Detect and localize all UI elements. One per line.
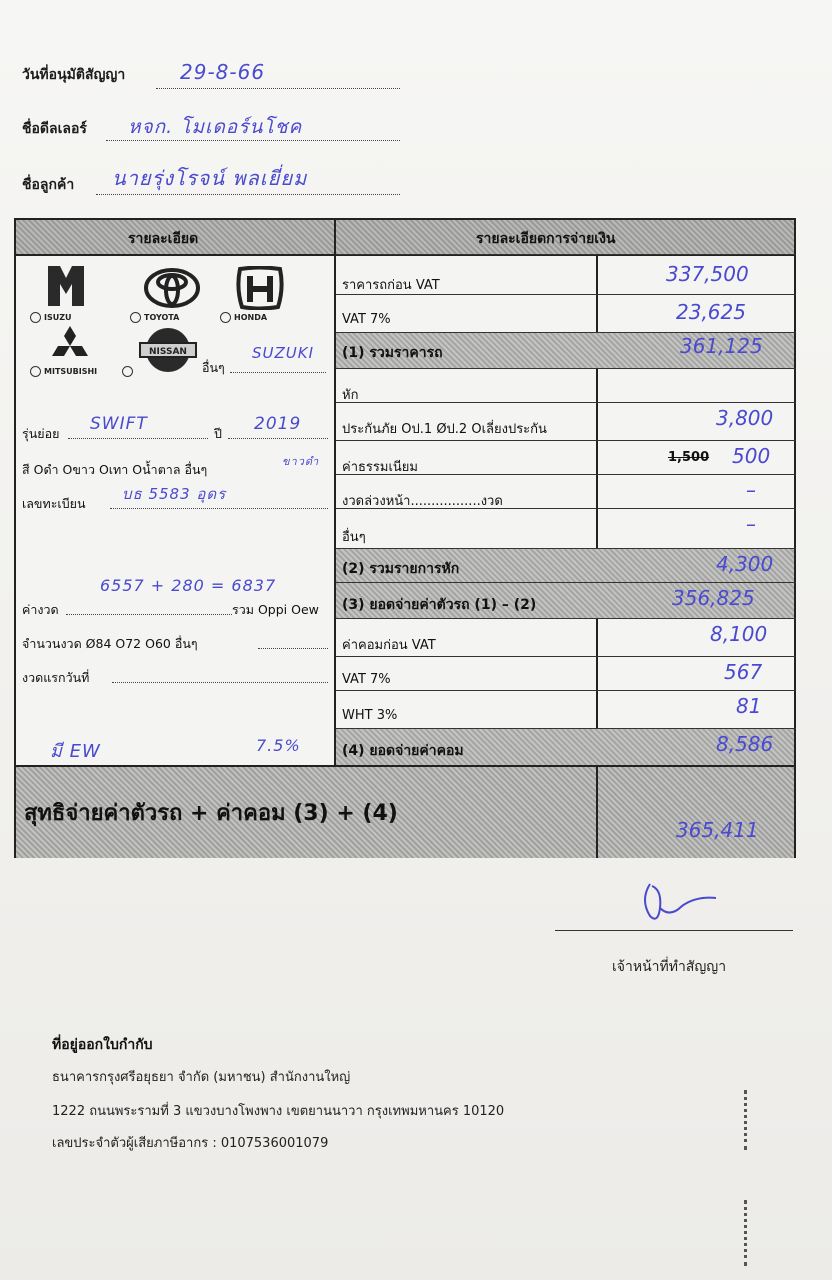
commission-total-value: 8,586 <box>716 732 774 756</box>
dealer-label: ชื่อดีลเลอร์ <box>22 121 87 137</box>
row-line <box>336 582 796 583</box>
customer-line <box>96 194 400 195</box>
toyota-option[interactable]: TOYOTA <box>130 312 179 323</box>
total-price-value: 361,125 <box>680 334 763 358</box>
approval-date-value: 29-8-66 <box>180 60 266 84</box>
color-value: ขาวดำ <box>282 455 320 468</box>
approval-date-line <box>156 88 400 89</box>
honda-option[interactable]: HONDA <box>220 312 267 323</box>
other-brand-value: SUZUKI <box>252 344 315 362</box>
plate-line <box>110 508 328 509</box>
nissan-logo <box>138 326 198 378</box>
model-label: รุ่นย่อย <box>22 426 60 441</box>
fee-value: 500 <box>732 444 771 468</box>
signature <box>636 878 720 932</box>
toyota-logo <box>144 268 200 312</box>
other-label: อื่นๆ <box>342 530 366 545</box>
row-line <box>336 254 796 255</box>
customer-value: นายรุ่งโรจน์ พลเยี่ยม <box>112 166 308 190</box>
row-line <box>336 402 796 403</box>
note-left: มี EW <box>50 741 101 762</box>
isuzu-logo <box>46 264 86 312</box>
margin-marks <box>744 1090 751 1150</box>
customer-label: ชื่อลูกค้า <box>22 177 75 193</box>
installment-suffix: รวม Oppi Oew <box>232 602 319 617</box>
signature-caption: เจ้าหน้าที่ทำสัญญา <box>612 959 727 975</box>
insurance-label: ประกันภัย Oป.1 Øป.2 Oเลี่ยงประกัน <box>342 422 547 437</box>
footer-title: ที่อยู่ออกใบกำกับ <box>52 1037 153 1053</box>
plate-value: บธ 5583 อุดร <box>122 485 227 503</box>
model-value: SWIFT <box>90 414 148 434</box>
details-title: รายละเอียด <box>128 231 199 247</box>
row-line <box>336 690 796 691</box>
deduct-label: หัก <box>342 388 359 403</box>
amount-divider-net <box>596 767 598 858</box>
first-installment-label: งวดแรกวันที่ <box>22 670 90 685</box>
contract-table <box>14 218 796 858</box>
payment-title: รายละเอียดการจ่ายเงิน <box>476 231 616 247</box>
net-total-value: 365,411 <box>676 818 759 842</box>
column-divider <box>334 220 336 765</box>
row-line <box>336 656 796 657</box>
installment-line <box>66 614 232 615</box>
approval-date-label: วันที่อนุมัติสัญญา <box>22 67 126 83</box>
net-total-label: สุทธิจ่ายค่าตัวรถ + ค่าคอม (3) + (4) <box>24 801 398 826</box>
nissan-name: NISSAN <box>149 347 187 357</box>
footer-line2: 1222 ถนนพระรามที่ 3 แขวงบางโพงพาง เขตยานนาวา กรุงเทพมหานคร 10120 <box>52 1104 505 1119</box>
row-line <box>336 368 796 369</box>
fee-struck-value: 1,500 <box>668 450 710 465</box>
year-value: 2019 <box>254 414 302 434</box>
vat-label: VAT 7% <box>342 312 391 327</box>
car-payment-label: (3) ยอดจ่ายค่าตัวรถ (1) – (2) <box>342 597 537 613</box>
model-line <box>68 438 208 439</box>
num-installments-label: จำนวนงวด Ø84 O72 O60 อื่นๆ <box>22 636 198 651</box>
mitsubishi-option[interactable]: MITSUBISHI <box>30 366 97 377</box>
commission-total-label: (4) ยอดจ่ายค่าคอม <box>342 743 464 759</box>
row-line <box>336 618 796 619</box>
price-before-vat-value: 337,500 <box>666 262 749 286</box>
commission-value: 8,100 <box>710 622 768 646</box>
deduct-total-label: (2) รวมรายการหัก <box>342 561 460 577</box>
deduct-total-value: 4,300 <box>716 552 774 576</box>
plate-label: เลขทะเบียน <box>22 496 86 511</box>
row-line <box>336 294 796 295</box>
row-line <box>336 440 796 441</box>
advance-value: – <box>746 478 756 502</box>
note-rate: 7.5% <box>256 736 301 755</box>
commission-vat-label: VAT 7% <box>342 672 391 687</box>
dealer-value: หจก. โมเดอร์นโชค <box>128 116 303 138</box>
installment-label: ค่างวด <box>22 602 59 617</box>
row-line <box>336 548 796 549</box>
signature-line <box>555 930 793 931</box>
wht-value: 81 <box>736 694 762 718</box>
footer-line1: ธนาคารกรุงศรีอยุธยา จำกัด (มหาชน) สำนักงานใหญ่ <box>52 1070 351 1085</box>
total-price-label: (1) รวมราคารถ <box>342 345 443 361</box>
year-line <box>228 438 328 439</box>
footer-line3: เลขประจำตัวผู้เสียภาษีอากร : 0107536001079 <box>52 1136 329 1151</box>
insurance-value: 3,800 <box>716 406 774 430</box>
payment-header <box>336 220 794 256</box>
nissan-radio[interactable] <box>122 366 133 377</box>
row-line <box>336 508 796 509</box>
honda-logo <box>234 266 286 314</box>
year-label: ปี <box>214 426 222 441</box>
car-payment-value: 356,825 <box>672 586 755 610</box>
price-before-vat-label: ราคารถก่อน VAT <box>342 278 440 293</box>
row-line <box>336 332 796 333</box>
row-line <box>336 474 796 475</box>
margin-marks <box>744 1200 751 1266</box>
isuzu-option[interactable]: ISUZU <box>30 312 72 323</box>
num-installments-line <box>258 648 328 649</box>
wht-label: WHT 3% <box>342 708 398 723</box>
details-header <box>16 220 334 256</box>
first-installment-line <box>112 682 328 683</box>
advance-label: งวดล่วงหน้า.................งวด <box>342 494 503 509</box>
other-value: – <box>746 512 756 536</box>
mitsubishi-logo <box>52 326 88 368</box>
color-label: สี Oดำ Oขาว Oเทา Oน้ำตาล อื่นๆ <box>22 462 208 477</box>
installment-calc: 6557 + 280 = 6837 <box>100 576 277 595</box>
fee-label: ค่าธรรมเนียม <box>342 460 418 475</box>
commission-vat-value: 567 <box>724 660 763 684</box>
commission-label: ค่าคอมก่อน VAT <box>342 638 436 653</box>
other-brand-label: อื่นๆ <box>202 360 225 375</box>
other-brand-line <box>230 372 326 373</box>
vat-value: 23,625 <box>676 300 746 324</box>
row-line <box>336 728 796 729</box>
